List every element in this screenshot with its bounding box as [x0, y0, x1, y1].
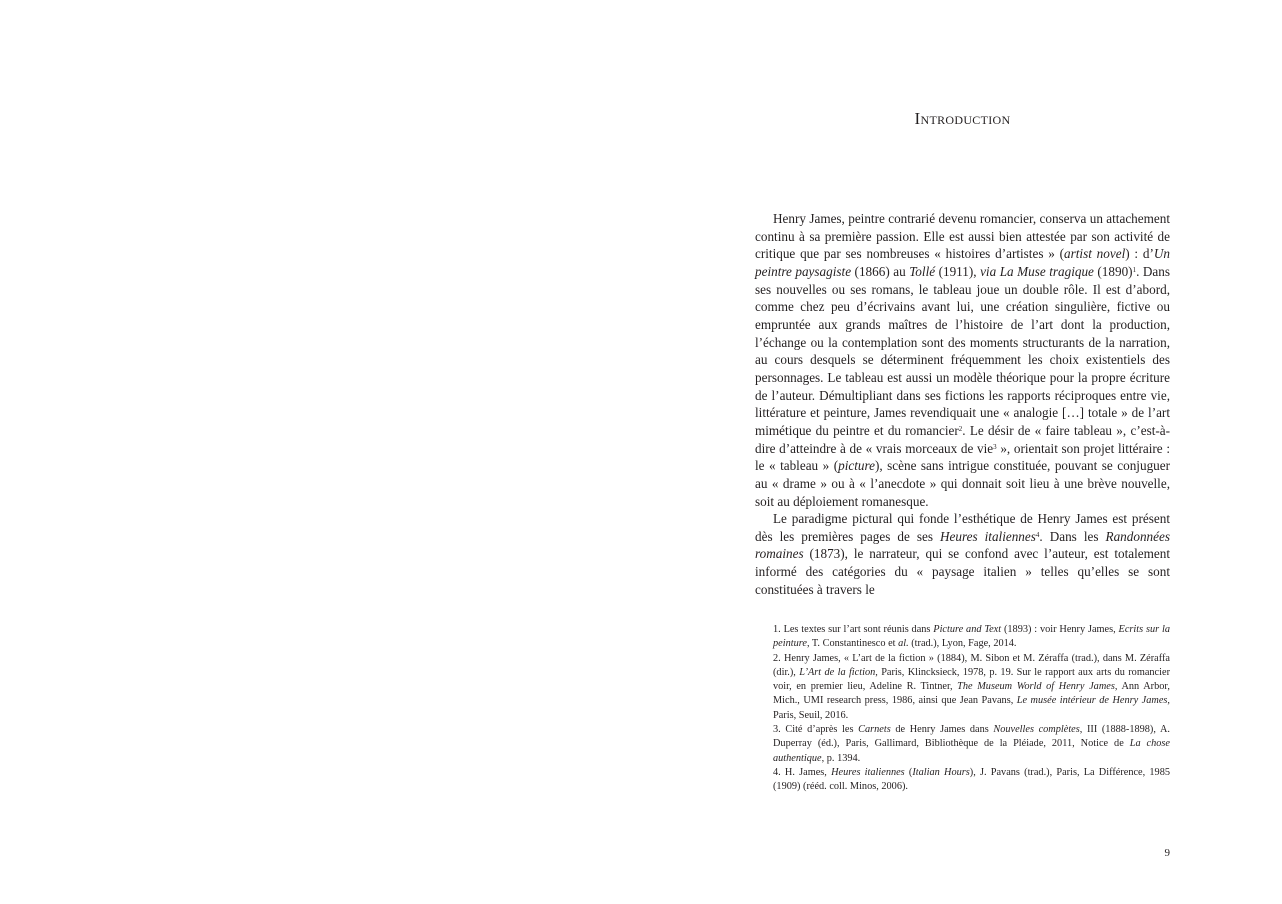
body-text	[755, 210, 1170, 598]
text-run: 3. Cité d’après les	[773, 724, 859, 736]
text-run: ), J. Pavans (trad.), Paris, La Différence, 1985 (1909) (rééd. coll. Minos, 2006).	[773, 766, 1170, 793]
text-run: ), scène sans intrigue constituée, pouvant se conjuguer au « drame » ou à « l’anecdote » qui donnait soit lieu à une brève nouvelle, soit au déploiement romanesque.	[755, 458, 1170, 509]
text-run-italic: artist novel	[1064, 246, 1126, 262]
text-run-italic: Ecrits sur la peinture	[773, 624, 1170, 650]
text-run-italic: Heures italiennes	[939, 528, 1036, 544]
page-number: 9	[1164, 847, 1170, 859]
footnote-4	[773, 766, 1170, 795]
text-run: 1. Les textes sur l’art sont réunis dans	[773, 624, 934, 635]
text-run: Henry James, peintre contrarié devenu romancier, conserva un attachement continu à sa première passion. Elle est aussi bien attestée par son activité de critique que par ses nombreuses « histoires d’artistes » (	[755, 211, 1170, 262]
text-run: (1893) : voir Henry James,	[1001, 624, 1119, 635]
text-run-italic: Carnets	[858, 724, 891, 736]
text-run: (1866) au	[851, 263, 910, 279]
text-run-italic: al.	[898, 638, 909, 650]
text-run: (1890)	[1093, 263, 1133, 279]
footnote-ref-1[interactable]: 1	[1132, 265, 1137, 274]
text-run: ) : d’	[1125, 246, 1154, 262]
text-run: 4. H. James,	[773, 766, 832, 778]
text-run: , p. 1394.	[821, 752, 861, 764]
text-run: (1911),	[935, 263, 981, 279]
text-run-italic: L’Art de la fiction	[799, 666, 876, 678]
text-run: (1873), le narrateur, qui se confond avec l’auteur, est totalement informé des catégories du « paysage italien » telles qu’elles se sont constituées à travers le	[755, 546, 1170, 597]
text-run: , Paris, Seuil, 2016.	[773, 695, 1170, 721]
text-run-italic: Nouvelles complètes	[993, 724, 1080, 736]
footnotes	[773, 623, 1170, 795]
text-run: (	[904, 766, 913, 778]
footnote-1	[773, 623, 1170, 652]
text-run-italic: picture	[838, 458, 875, 474]
text-run-italic: Heures italiennes	[831, 766, 905, 778]
text-run-italic: via La Muse tragique	[980, 263, 1094, 279]
text-run: , III (1888-1898), A. Duperray (éd.), Paris, Gallimard, Bibliothèque de la Pléiade, 2011, Notice de	[773, 724, 1170, 750]
chapter-title: Introduction	[914, 109, 1011, 128]
text-run-italic: Randonnées romaines	[755, 528, 1170, 562]
paragraph-1	[755, 210, 1170, 510]
text-run: , Paris, Klincksieck, 1978, p. 19. Sur le rapport aux arts du romancier voir, en premier lieu, Adeline R. Tintner,	[773, 666, 1170, 693]
text-run: . Dans les	[1039, 528, 1106, 544]
text-run: », orientait son projet littéraire : le « tableau » (	[755, 440, 1170, 474]
text-run: 2. Henry James, « L’art de la fiction » (1884), M. Sibon et M. Zéraffa (trad.), dans M. Zéraffa (dir.),	[773, 652, 1170, 678]
text-run: , T. Constantinesco et	[806, 638, 899, 650]
footnote-3	[773, 723, 1170, 766]
footnote-2	[773, 652, 1170, 723]
footnote-ref-4[interactable]: 4	[1035, 530, 1040, 539]
text-run-italic: Tollé	[909, 263, 936, 279]
text-run-italic: Un peintre paysagiste	[755, 246, 1170, 279]
text-run-italic: La chose authentique	[773, 738, 1170, 764]
text-run: . Le désir de « faire tableau », c’est-à-dire d’atteindre à de « vrais morceaux de vie	[755, 422, 1171, 456]
text-run-italic: Picture and Text	[933, 624, 1002, 635]
footnote-ref-3[interactable]: 3	[993, 442, 997, 451]
text-run: . Dans ses nouvelles ou ses romans, le tableau joue un double rôle. Il est d’abord, comme chez peu d’écrivains avant lui, une création singulière, fictive ou empruntée aux grands maîtres de l’histoire de l’art dont la production, l’échange ou la contemplation sont des moments structurants de la narration, au cours desquels se déterminent fréquemment les choix existentiels des personnages. Le tableau est aussi un modèle théorique pour la propre écriture de l’auteur. Démultipliant dans ses fictions les rapports réciproques entre vie, littérature et peinture, James revendiquait une « analogie […] totale » de l’art mimétique du peintre et du romancier	[755, 263, 1170, 438]
text-run-italic: The Museum World of Henry James	[957, 681, 1115, 693]
paragraph-2	[755, 510, 1170, 598]
text-run-italic: Italian Hours	[912, 766, 970, 778]
footnote-ref-2[interactable]: 2	[958, 424, 963, 433]
text-run: Le paradigme pictural qui fonde l’esthétique de Henry James est présent dès les premières pages de ses	[755, 511, 1170, 544]
text-run-italic: Le musée intérieur de Henry James	[1016, 695, 1168, 707]
text-run: (trad.), Lyon, Fage, 2014.	[908, 638, 1017, 650]
text-run: , Ann Arbor, Mich., UMI research press, 1986, ainsi que Jean Pavans,	[773, 681, 1170, 707]
text-run: de Henry James dans	[890, 724, 994, 736]
